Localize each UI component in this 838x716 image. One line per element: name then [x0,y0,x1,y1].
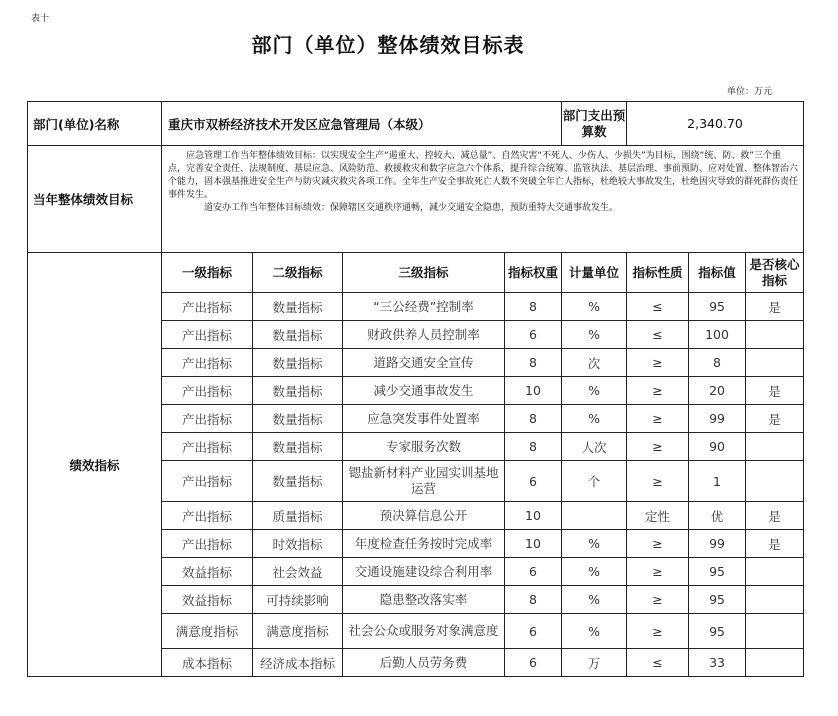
indicator-unit: % [562,293,627,321]
indicator-core: 是 [746,293,804,321]
indicator-level1: 产出指标 [162,405,253,433]
indicator-level1: 效益指标 [162,586,253,614]
indicator-level2: 数量指标 [253,461,343,502]
header-level3: 三级指标 [343,253,505,293]
page-title: 部门（单位）整体绩效目标表 [251,33,525,57]
indicator-level1: 产出指标 [162,502,253,530]
indicator-level3: 后勤人员劳务费 [343,649,505,677]
annual-goal-paragraph-2: 道安办工作当年整体目标绩效：保障辖区交通秩序通畅，减少交通安全隐患，预防重特大交通事故发生。 [204,203,619,213]
department-row [28,102,804,146]
indicator-level3: 专家服务次数 [343,433,505,461]
indicator-value: 99 [689,405,746,433]
indicator-unit: 次 [562,349,627,377]
indicator-nature: ≥ [627,349,689,377]
indicator-value: 99 [689,530,746,558]
indicator-level3: “三公经费”控制率 [343,293,505,321]
indicator-weight: 6 [505,649,562,677]
indicator-level1: 产出指标 [162,321,253,349]
indicator-value: 95 [689,558,746,586]
indicator-level3: 应急突发事件处置率 [343,405,505,433]
indicator-level3: 社会公众或服务对象满意度 [343,614,505,649]
indicator-nature: ≤ [627,293,689,321]
annual-goal-text [162,146,804,253]
indicator-core [746,586,804,614]
indicator-value: 优 [689,502,746,530]
indicator-value: 8 [689,349,746,377]
page-label: 表十 [31,14,50,24]
indicator-nature: ≥ [627,614,689,649]
header-level2: 二级指标 [253,253,343,293]
indicator-nature: ≤ [627,649,689,677]
indicator-weight: 6 [505,461,562,502]
indicator-nature: ≥ [627,558,689,586]
indicator-level2: 数量指标 [253,293,343,321]
indicator-core: 是 [746,502,804,530]
unit-label: 单位：万元 [726,87,772,97]
indicator-level1: 产出指标 [162,377,253,405]
indicator-level3: 道路交通安全宣传 [343,349,505,377]
indicator-nature: ≥ [627,461,689,502]
header-nature: 指标性质 [627,253,689,293]
indicator-level3: 锶盐新材料产业园实训基地运营 [343,461,505,502]
indicator-level1: 产出指标 [162,293,253,321]
indicator-level2: 数量指标 [253,433,343,461]
indicator-core: 是 [746,377,804,405]
indicator-nature: ≥ [627,530,689,558]
indicator-weight: 10 [505,530,562,558]
indicator-header-row [28,253,804,293]
annual-goal-row [28,146,804,253]
header-level1: 一级指标 [162,253,253,293]
indicator-unit: 万 [562,649,627,677]
indicator-level2: 数量指标 [253,349,343,377]
indicator-level3: 年度检查任务按时完成率 [343,530,505,558]
indicator-level1: 成本指标 [162,649,253,677]
indicator-weight: 6 [505,558,562,586]
indicator-weight: 6 [505,614,562,649]
indicator-nature: ≥ [627,405,689,433]
indicator-core: 是 [746,405,804,433]
indicator-nature: ≤ [627,321,689,349]
indicator-level3: 预决算信息公开 [343,502,505,530]
indicator-value: 95 [689,293,746,321]
indicator-level3: 减少交通事故发生 [343,377,505,405]
indicator-level2: 质量指标 [253,502,343,530]
indicator-level1: 产出指标 [162,530,253,558]
indicator-weight: 8 [505,349,562,377]
indicator-value: 20 [689,377,746,405]
indicator-weight: 8 [505,293,562,321]
indicator-level1: 产出指标 [162,349,253,377]
indicator-unit: % [562,377,627,405]
indicator-weight: 8 [505,433,562,461]
indicator-level2: 数量指标 [253,321,343,349]
indicator-nature: 定性 [627,502,689,530]
indicator-unit: % [562,405,627,433]
indicator-unit: % [562,530,627,558]
indicator-unit [562,502,627,530]
budget-label: 部门支出预算数 [562,102,627,146]
indicator-unit: % [562,614,627,649]
indicator-core [746,461,804,502]
annual-goal-label: 当年整体绩效目标 [28,146,162,253]
indicator-level1: 产出指标 [162,433,253,461]
indicator-level2: 经济成本指标 [253,649,343,677]
indicator-level3: 交通设施建设综合利用率 [343,558,505,586]
indicator-level2: 满意度指标 [253,614,343,649]
indicator-core: 是 [746,530,804,558]
indicator-level1: 产出指标 [162,461,253,502]
indicator-level1: 效益指标 [162,558,253,586]
indicator-level2: 社会效益 [253,558,343,586]
indicator-unit: % [562,586,627,614]
indicator-value: 100 [689,321,746,349]
indicator-unit: % [562,558,627,586]
indicator-level2: 时效指标 [253,530,343,558]
indicator-level2: 可持续影响 [253,586,343,614]
indicator-value: 33 [689,649,746,677]
indicator-core [746,649,804,677]
department-name-value: 重庆市双桥经济技术开发区应急管理局（本级） [162,102,562,146]
indicator-level1: 满意度指标 [162,614,253,649]
indicator-weight: 8 [505,405,562,433]
indicator-value: 90 [689,433,746,461]
indicator-weight: 8 [505,586,562,614]
header-weight: 指标权重 [505,253,562,293]
budget-value: 2,340.70 [627,102,804,146]
indicator-value: 95 [689,614,746,649]
header-core: 是否核心指标 [746,253,804,293]
indicator-unit: % [562,321,627,349]
indicator-weight: 10 [505,502,562,530]
indicator-core [746,614,804,649]
performance-table [27,101,804,677]
indicator-unit: 人次 [562,433,627,461]
department-name-label: 部门(单位)名称 [28,102,162,146]
indicator-level2: 数量指标 [253,377,343,405]
indicator-core [746,433,804,461]
indicator-weight: 6 [505,321,562,349]
indicator-level2: 数量指标 [253,405,343,433]
indicator-weight: 10 [505,377,562,405]
indicator-nature: ≥ [627,377,689,405]
indicator-nature: ≥ [627,433,689,461]
indicator-level3: 隐患整改落实率 [343,586,505,614]
indicator-unit: 个 [562,461,627,502]
performance-indicators-label: 绩效指标 [28,253,162,677]
header-unit: 计量单位 [562,253,627,293]
annual-goal-paragraph-1: 应急管理工作当年整体绩效目标：以实现安全生产“遏重大、控较大、减总量”、自然灾害“不死人、少伤人、少损失”为目标，围绕“统、防、救”三个重点，完善安全责任、法规制度、基层应急、风险防范、救援救灾和数字应急六个体系，提升综合统筹、监管执法、基层治理、事前预防、应对处置、整体智治六个能力，固本强基推进安全生产与防灾减灾救灾各项工作。全年生产安全事故死亡人数不突破全年亡人指标，杜绝较大事故发生，杜绝因灾导致的群死群伤责任事件发生。 [168,151,799,200]
indicator-value: 95 [689,586,746,614]
header-value: 指标值 [689,253,746,293]
indicator-value: 1 [689,461,746,502]
indicator-level3: 财政供养人员控制率 [343,321,505,349]
indicator-core [746,321,804,349]
indicator-core [746,558,804,586]
indicator-nature: ≥ [627,586,689,614]
indicator-core [746,349,804,377]
